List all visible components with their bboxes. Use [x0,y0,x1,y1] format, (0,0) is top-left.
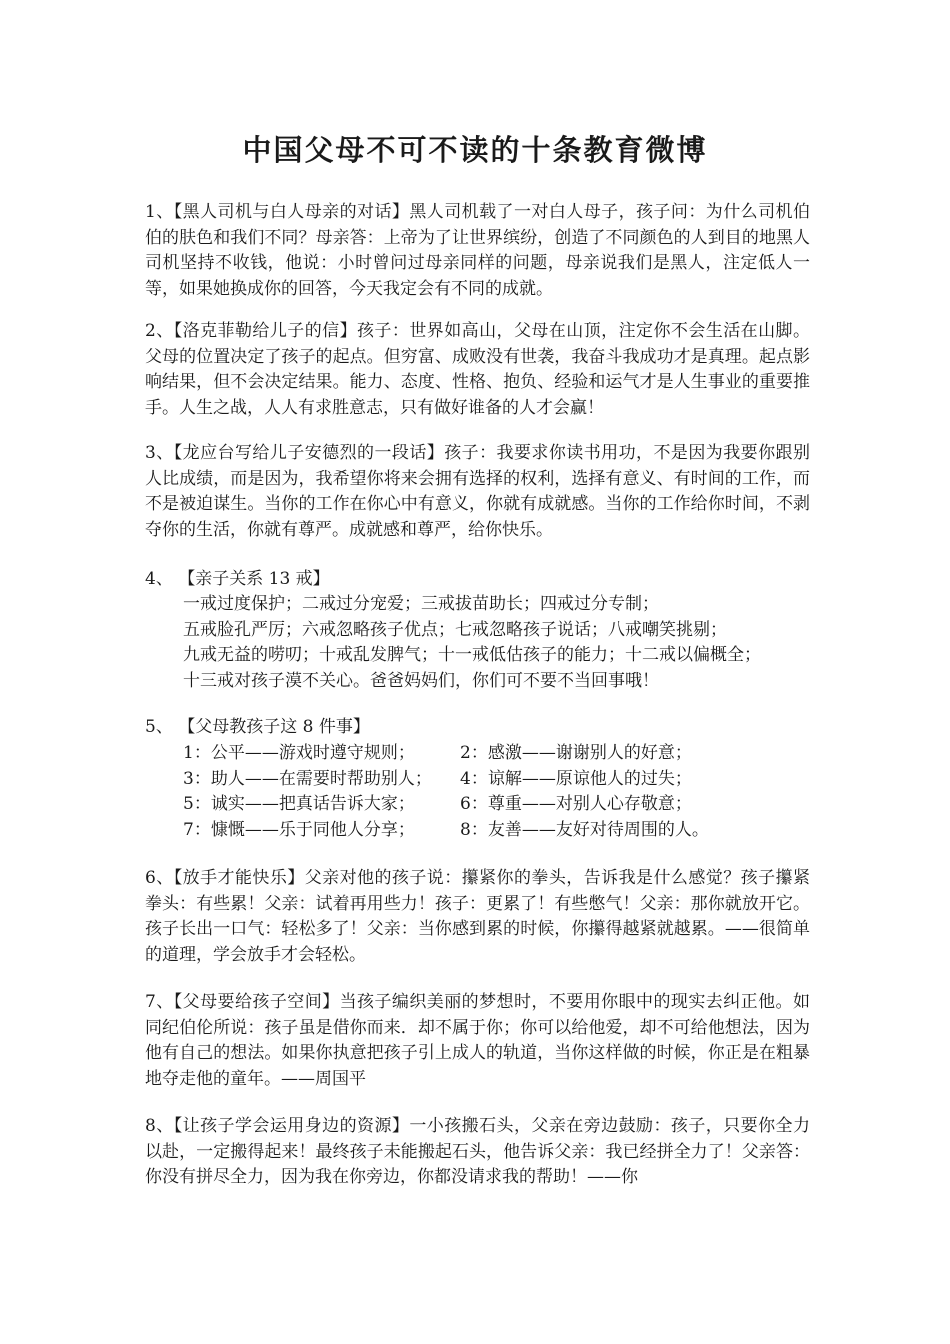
section-4-heading: 4、 【亲子关系 13 戒】 [145,569,330,589]
section-4-line: 九戒无益的唠叨；十戒乱发脾气；十一戒低估孩子的能力；十二戒以偏概全； [183,645,761,665]
section-4-line: 五戒脸孔严厉；六戒忽略孩子优点；七戒忽略孩子说话；八戒嘲笑挑剔； [183,619,727,640]
section-5-item: 6：尊重——对别人心存敬意； [460,794,692,814]
section-5-item: 2：感激——谢谢别人的好意； [460,743,692,763]
section-5-item: 1：公平——游戏时遵守规则； [183,743,415,763]
section-4-line: 十三戒对孩子漠不关心。爸爸妈妈们，你们可不要不当回事哦！ [183,670,659,691]
paragraph-6: 6、【放手才能快乐】父亲对他的孩子说：攥紧你的拳头，告诉我是什么感觉？孩子攥紧拳头：有些累！父亲：试着再用些力！孩子：更累了！有些憋气！父亲：那你就放开它。孩子长出一口气：轻松多了！父亲：当你感到累的时候，你攥得越紧就越累。——很简单的道理，学会放手才会轻松。 [145,868,810,965]
section-5-heading: 5、 【父母教孩子这 8 件事】 [145,717,370,737]
section-5-item: 5：诚实——把真话告诉大家； [183,794,415,814]
paragraph-7: 7、【父母要给孩子空间】当孩子编织美丽的梦想时，不要用你眼中的现实去纠正他。如同纪伯伦所说：孩子虽是借你而来．却不属于你；你可以给他爱，却不可给他想法，因为他有自己的想法。如果你执意把孩子引上成人的轨道，当你这样做的时候，你正是在粗暴地夺走他的童年。——周国平 [145,992,810,1089]
section-5-list [183,741,813,843]
paragraph-1: 1、【黑人司机与白人母亲的对话】黑人司机载了一对白人母子，孩子问：为什么司机伯伯的肤色和我们不同？母亲答：上帝为了让世界缤纷，创造了不同颜色的人到目的地黑人司机坚持不收钱，他说：小时曾问过母亲同样的问题，母亲说我们是黑人，注定低人一等，如果她换成你的回答，今天我定会有不同的成就。 [145,202,810,299]
document-title: 中国父母不可不读的十条教育微博 [242,133,708,167]
paragraph-3: 3、【龙应台写给儿子安德烈的一段话】孩子：我要求你读书用功，不是因为我要你跟别人比成绩，而是因为，我希望你将来会拥有选择的权利，选择有意义、有时间的工作，而不是被迫谋生。当你的工作在你心中有意义，你就有成就感。当你的工作给你时间，不剥夺你的生活，你就有尊严。成就感和尊严，给你快乐。 [145,443,810,540]
section-5-item: 3：助人——在需要时帮助别人； [183,768,432,789]
section-4-line: 一戒过度保护；二戒过分宠爱；三戒拔苗助长；四戒过分专制； [183,594,659,614]
section-5-item: 7：慷慨——乐于同他人分享； [183,819,415,840]
paragraph-8: 8、【让孩子学会运用身边的资源】一小孩搬石头，父亲在旁边鼓励：孩子，只要你全力以赴，一定搬得起来！最终孩子未能搬起石头，他告诉父亲：我已经拼全力了！父亲答：你没有拼尽全力，因为我在你旁边，你都没请求我的帮助！——你 [145,1116,810,1187]
section-5-item: 8：友善——友好对待周围的人。 [460,819,709,840]
paragraph-2: 2、【洛克菲勒给儿子的信】孩子：世界如高山，父母在山顶，注定你不会生活在山脚。父母的位置决定了孩子的起点。但穷富、成败没有世袭，我奋斗我成功才是真理。起点影响结果，但不会决定结果。能力、态度、性格、抱负、经验和运气才是人生事业的重要推手。人生之战，人人有求胜意志，只有做好谁备的人才会赢！ [145,321,810,418]
section-4-list [183,592,813,694]
section-5-item: 4：谅解——原谅他人的过失； [460,768,692,789]
